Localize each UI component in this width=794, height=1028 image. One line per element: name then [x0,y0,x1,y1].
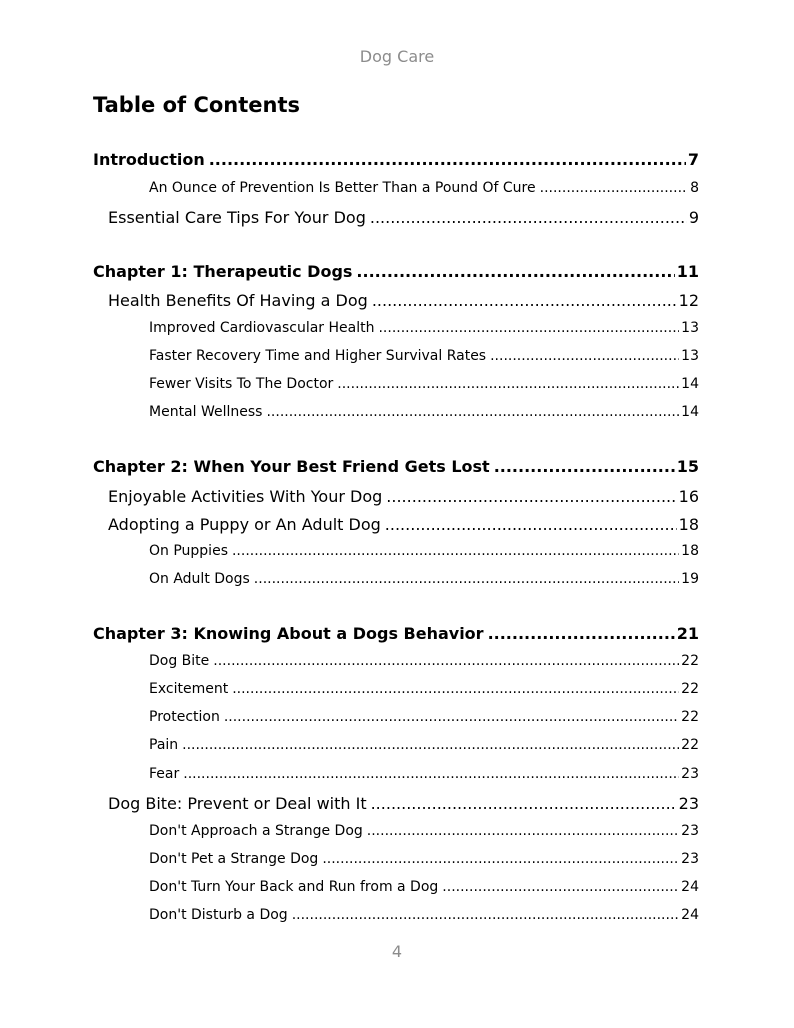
toc-entry[interactable] [93,150,699,169]
dot-leader [213,653,679,669]
toc-entry[interactable] [108,291,699,310]
toc-entry-label: On Adult Dogs [149,571,250,587]
dot-leader [183,766,679,782]
toc-entry-page: 7 [687,150,699,169]
dot-leader [337,376,679,392]
toc-entry-page: 9 [688,208,699,227]
toc-entry-page: 23 [681,766,699,782]
toc-entry-label: Improved Cardiovascular Health [149,320,375,336]
toc-entry-page: 23 [681,851,699,867]
toc-entry-label: Dog Bite: Prevent or Deal with It [108,794,367,813]
toc-entry-page: 24 [681,879,699,895]
toc-entry-label: Don't Disturb a Dog [149,907,288,923]
toc-entry-label: Don't Pet a Strange Dog [149,851,319,867]
toc-entry-label: Dog Bite [149,653,210,669]
toc-entry[interactable] [149,737,699,753]
dot-leader [209,150,686,169]
toc-entry[interactable] [149,766,699,782]
toc-entry-page: 22 [681,709,699,725]
toc-entry[interactable] [93,457,699,476]
toc-entry-page: 14 [681,376,699,392]
toc-entry[interactable] [149,543,699,559]
dot-leader [322,851,679,867]
dot-leader [367,823,679,839]
dot-leader [266,404,679,420]
toc-entry-label: Fewer Visits To The Doctor [149,376,334,392]
toc-entry[interactable] [149,653,699,669]
toc-entry-page: 22 [681,737,699,753]
toc-entry-label: Health Benefits Of Having a Dog [108,291,368,310]
toc-entry-page: 18 [678,515,699,534]
toc-entry-label: Chapter 1: Therapeutic Dogs [93,262,353,281]
toc-entry[interactable] [149,348,699,364]
dot-leader [232,681,679,697]
toc-entry[interactable] [108,794,699,813]
toc-title: Table of Contents [93,93,301,117]
toc-entry-page: 22 [681,653,699,669]
toc-entry-page: 15 [676,457,699,476]
toc-entry[interactable] [149,571,699,587]
toc-entry[interactable] [149,320,699,336]
dot-leader [494,457,675,476]
toc-entry[interactable] [149,180,699,196]
toc-entry-page: 8 [690,180,699,196]
toc-entry-page: 14 [681,404,699,420]
dot-leader [356,262,674,281]
toc-entry-label: Chapter 3: Knowing About a Dogs Behavior [93,624,484,643]
dot-leader [182,737,679,753]
toc-entry-label: Fear [149,766,180,782]
dot-leader [372,291,677,310]
toc-entry-label: Protection [149,709,220,725]
toc-entry[interactable] [93,262,699,281]
toc-entry-page: 23 [678,794,699,813]
dot-leader [224,709,679,725]
dot-leader [292,907,679,923]
toc-entry[interactable] [149,376,699,392]
running-header: Dog Care [359,47,435,66]
toc-entry[interactable] [149,907,699,923]
toc-entry-label: Adopting a Puppy or An Adult Dog [108,515,381,534]
toc-entry[interactable] [93,624,699,643]
dot-leader [386,487,676,506]
toc-entry[interactable] [108,487,699,506]
toc-entry-page: 19 [681,571,699,587]
toc-entry-page: 13 [681,320,699,336]
toc-entry-page: 12 [678,291,699,310]
toc-entry-label: Chapter 2: When Your Best Friend Gets Lost [93,457,490,476]
dot-leader [442,879,679,895]
toc-entry-page: 18 [681,543,699,559]
toc-entry[interactable] [149,709,699,725]
toc-entry-label: On Puppies [149,543,228,559]
dot-leader [385,515,677,534]
toc-entry-label: Pain [149,737,179,753]
toc-entry[interactable] [149,823,699,839]
dot-leader [254,571,679,587]
toc-entry-label: Introduction [93,150,205,169]
toc-entry[interactable] [149,851,699,867]
toc-entry-page: 24 [681,907,699,923]
toc-entry[interactable] [149,681,699,697]
dot-leader [378,320,679,336]
toc-entry-label: Enjoyable Activities With Your Dog [108,487,383,506]
dot-leader [490,348,679,364]
toc-entry[interactable] [108,515,699,534]
toc-entry[interactable] [149,879,699,895]
toc-entry[interactable] [108,208,699,227]
toc-entry-label: Faster Recovery Time and Higher Survival Rates [149,348,487,364]
dot-leader [371,794,677,813]
toc-entry-label: An Ounce of Prevention Is Better Than a Pound Of Cure [149,180,536,196]
toc-entry-page: 11 [676,262,699,281]
toc-entry-label: Don't Turn Your Back and Run from a Dog [149,879,439,895]
toc-entry-page: 13 [681,348,699,364]
dot-leader [488,624,675,643]
dot-leader [370,208,687,227]
toc-entry-label: Excitement [149,681,229,697]
toc-entry-label: Don't Approach a Strange Dog [149,823,363,839]
toc-entry-page: 16 [678,487,699,506]
toc-entry-label: Mental Wellness [149,404,263,420]
toc-entry[interactable] [149,404,699,420]
toc-entry-page: 21 [676,624,699,643]
dot-leader [540,180,688,196]
toc-entry-label: Essential Care Tips For Your Dog [108,208,366,227]
toc-entry-page: 22 [681,681,699,697]
dot-leader [232,543,679,559]
page-number: 4 [391,942,403,961]
toc-entry-page: 23 [681,823,699,839]
